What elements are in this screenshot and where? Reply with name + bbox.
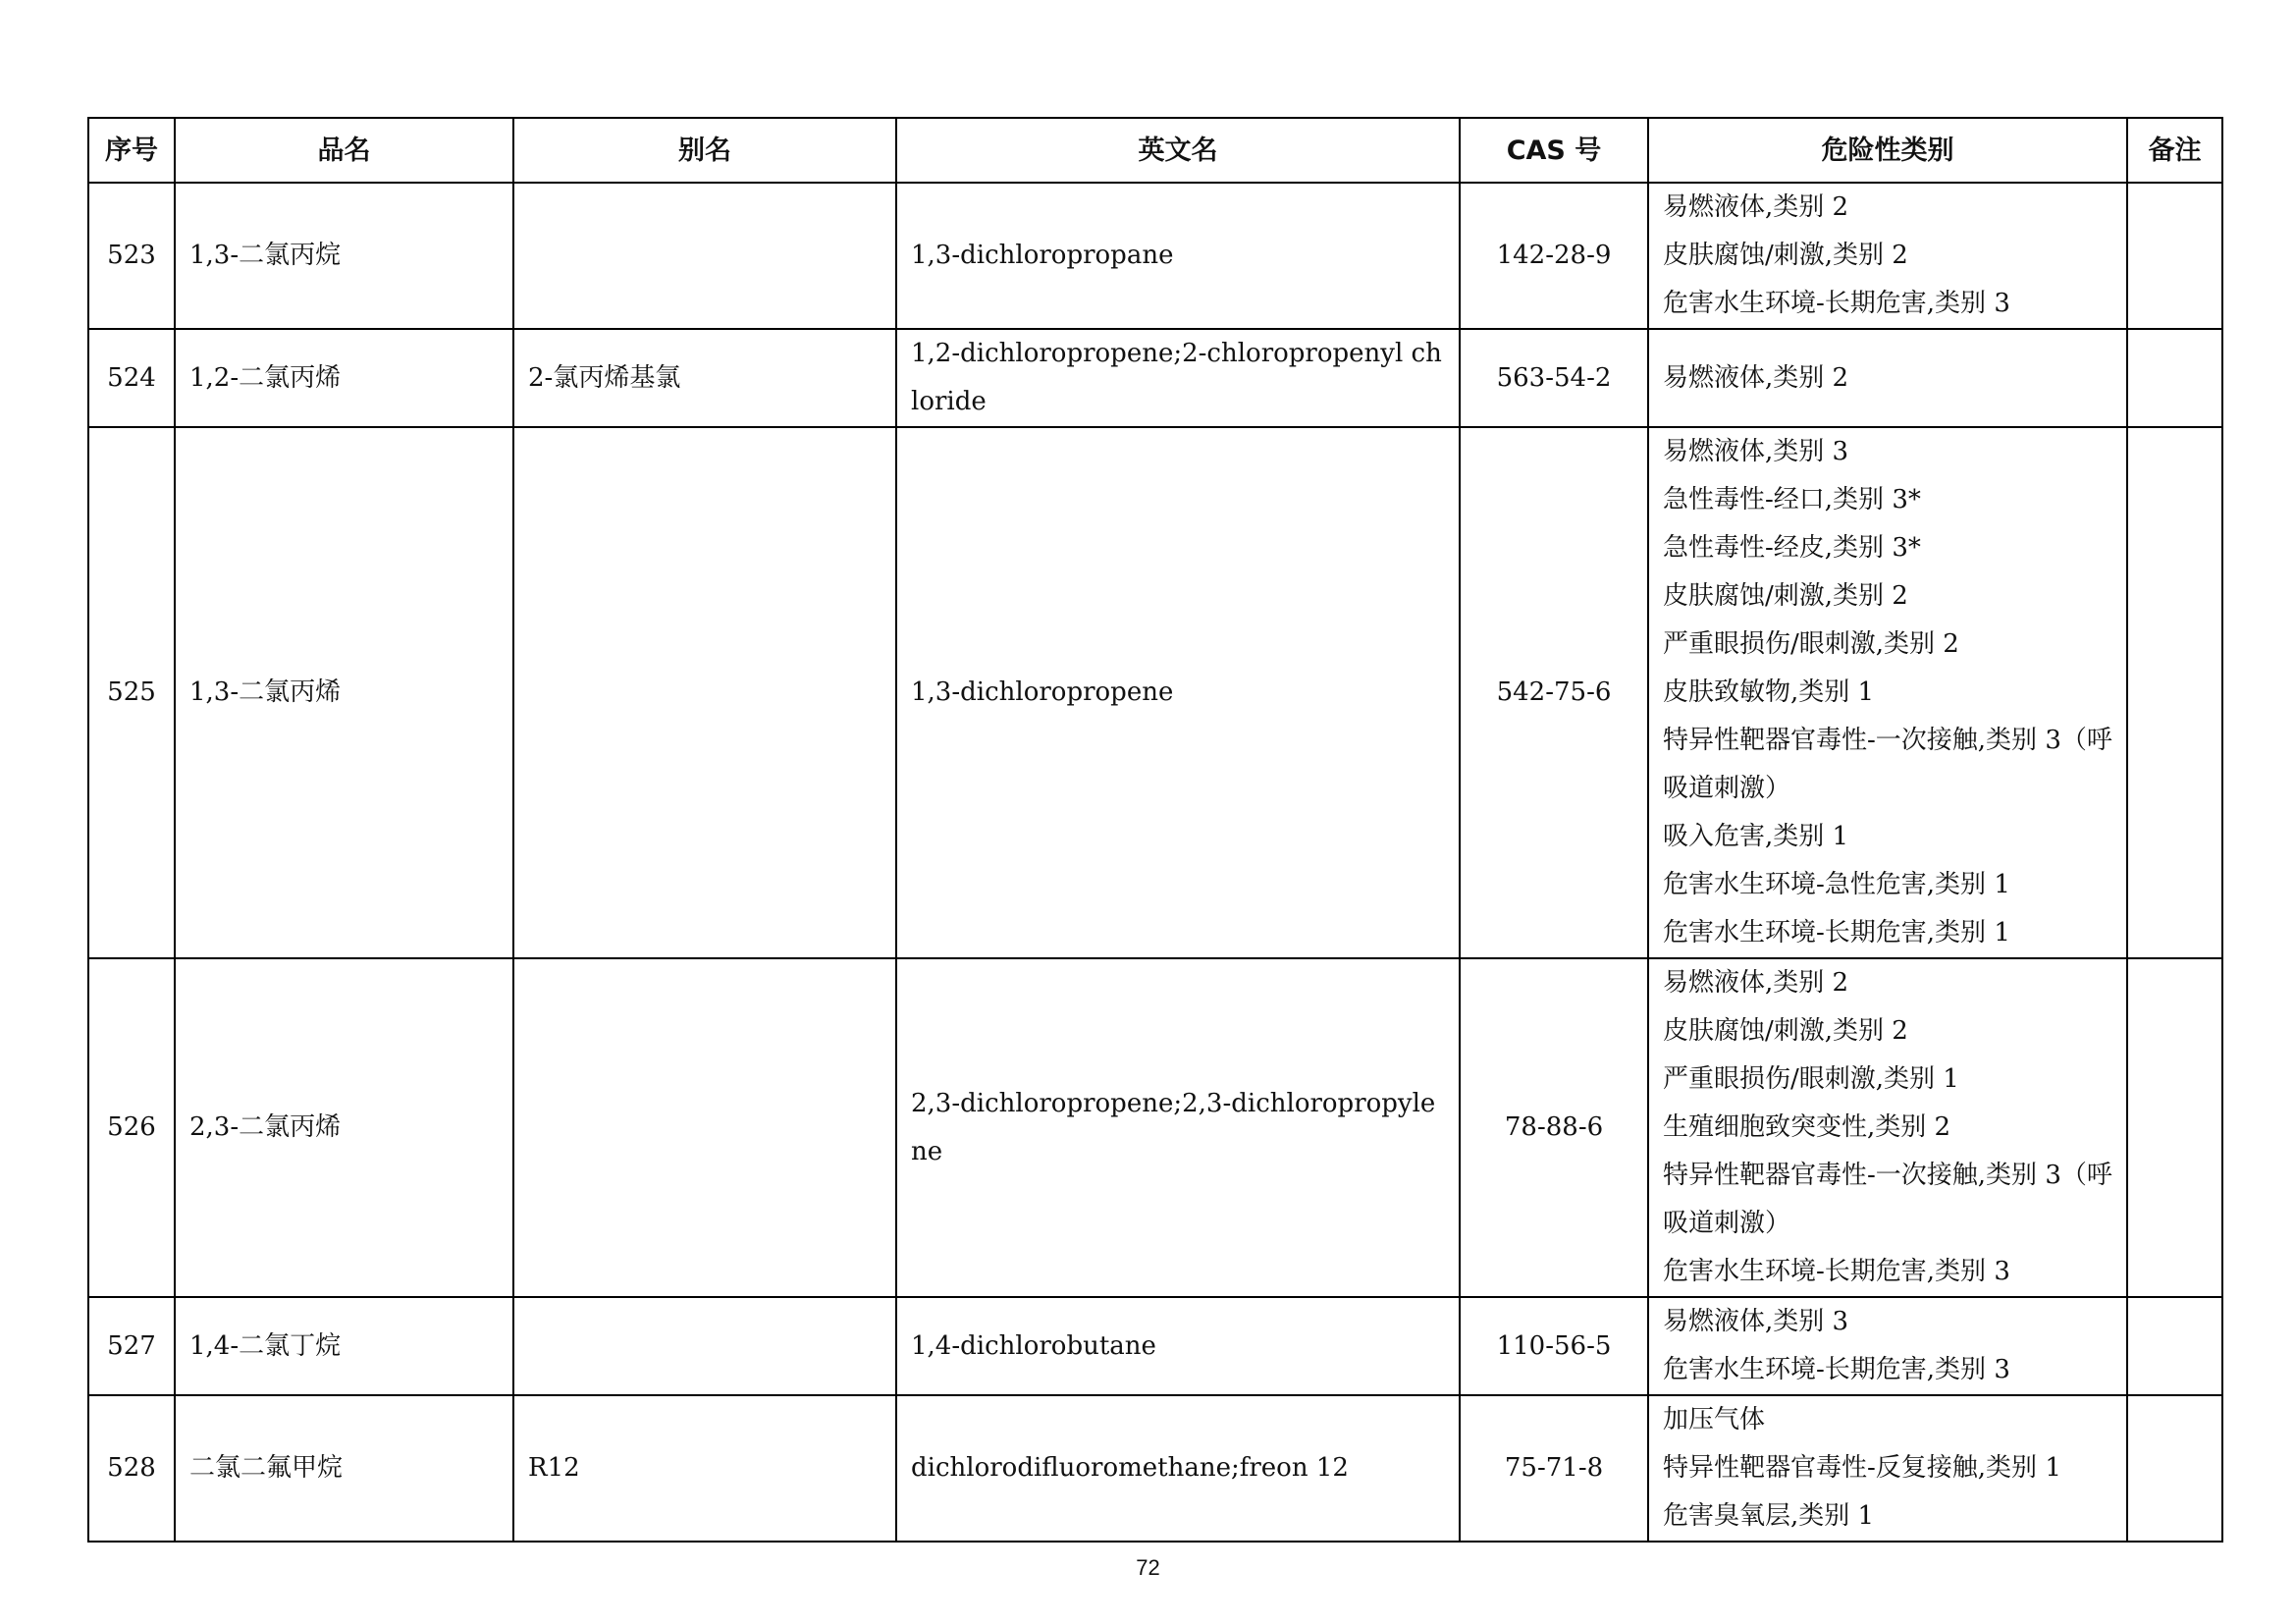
cell-hazards <box>1648 329 2127 427</box>
chemical-table <box>87 117 2223 1543</box>
table-row <box>88 329 2222 427</box>
cell-serial: 527 <box>88 1297 175 1395</box>
hazard-line: 危害水生环境-长期危害,类别 3 <box>1663 1257 2010 1286</box>
cell-serial: 524 <box>88 329 175 427</box>
cell-serial: 525 <box>88 427 175 958</box>
header-row <box>88 118 2222 183</box>
hazard-line: 皮肤腐蚀/刺激,类别 2 <box>1663 241 1908 270</box>
cell-alias: 2-氯丙烯基氯 <box>513 329 896 427</box>
cell-alias <box>513 183 896 329</box>
cell-alias <box>513 427 896 958</box>
cell-cas: 110-56-5 <box>1460 1297 1648 1395</box>
cell-cas: 542-75-6 <box>1460 427 1648 958</box>
hazard-line: 特异性靶器官毒性-一次接触,类别 3（呼吸道刺激） <box>1663 726 2112 803</box>
cell-name: 1,2-二氯丙烯 <box>175 329 513 427</box>
table-row <box>88 1297 2222 1395</box>
cell-remarks <box>2127 183 2222 329</box>
hazard-line: 易燃液体,类别 2 <box>1663 192 1849 222</box>
header-serial: 序号 <box>88 118 175 183</box>
cell-alias <box>513 1297 896 1395</box>
cell-remarks <box>2127 1297 2222 1395</box>
cell-serial: 526 <box>88 958 175 1297</box>
hazard-line: 易燃液体,类别 2 <box>1663 968 1849 998</box>
hazard-line: 吸入危害,类别 1 <box>1663 822 1849 851</box>
cell-name: 1,3-二氯丙烷 <box>175 183 513 329</box>
cell-english-name: dichlorodifluoromethane;freon 12 <box>896 1395 1460 1542</box>
cell-cas: 75-71-8 <box>1460 1395 1648 1542</box>
hazard-line: 生殖细胞致突变性,类别 2 <box>1663 1112 1951 1142</box>
hazard-line: 危害水生环境-长期危害,类别 3 <box>1663 289 2010 318</box>
header-hazard-class: 危险性类别 <box>1648 118 2127 183</box>
cell-remarks <box>2127 1395 2222 1542</box>
hazard-line: 危害水生环境-长期危害,类别 1 <box>1663 918 2010 947</box>
hazard-line: 皮肤致敏物,类别 1 <box>1663 677 1875 707</box>
cell-remarks <box>2127 329 2222 427</box>
hazard-line: 皮肤腐蚀/刺激,类别 2 <box>1663 1016 1908 1046</box>
cell-name: 2,3-二氯丙烯 <box>175 958 513 1297</box>
cell-hazards <box>1648 1297 2127 1395</box>
cell-remarks <box>2127 958 2222 1297</box>
cell-cas: 78-88-6 <box>1460 958 1648 1297</box>
cell-english-name: 1,3-dichloropropane <box>896 183 1460 329</box>
header-name: 品名 <box>175 118 513 183</box>
cell-english-name: 1,2-dichloropropene;2-chloropropenyl chloride <box>896 329 1460 427</box>
cell-cas: 142-28-9 <box>1460 183 1648 329</box>
header-alias: 别名 <box>513 118 896 183</box>
header-remarks: 备注 <box>2127 118 2222 183</box>
cell-english-name: 1,3-dichloropropene <box>896 427 1460 958</box>
hazard-line: 危害臭氧层,类别 1 <box>1663 1501 1875 1531</box>
cell-english-name: 1,4-dichlorobutane <box>896 1297 1460 1395</box>
header-english-name: 英文名 <box>896 118 1460 183</box>
hazard-line: 急性毒性-经口,类别 3* <box>1663 485 1921 514</box>
hazard-line: 严重眼损伤/眼刺激,类别 1 <box>1663 1064 1959 1094</box>
cell-alias: R12 <box>513 1395 896 1542</box>
header-cas: CAS 号 <box>1460 118 1648 183</box>
cell-alias <box>513 958 896 1297</box>
hazard-line: 危害水生环境-急性危害,类别 1 <box>1663 870 2010 899</box>
cell-serial: 523 <box>88 183 175 329</box>
cell-hazards <box>1648 958 2127 1297</box>
hazard-line: 危害水生环境-长期危害,类别 3 <box>1663 1355 2010 1384</box>
cell-serial: 528 <box>88 1395 175 1542</box>
cell-remarks <box>2127 427 2222 958</box>
hazard-line: 严重眼损伤/眼刺激,类别 2 <box>1663 629 1959 659</box>
cell-hazards <box>1648 1395 2127 1542</box>
hazard-line: 皮肤腐蚀/刺激,类别 2 <box>1663 581 1908 611</box>
cell-hazards <box>1648 427 2127 958</box>
cell-name: 二氯二氟甲烷 <box>175 1395 513 1542</box>
cell-cas: 563-54-2 <box>1460 329 1648 427</box>
table-row <box>88 1395 2222 1542</box>
cell-name: 1,3-二氯丙烯 <box>175 427 513 958</box>
hazard-line: 易燃液体,类别 3 <box>1663 437 1849 466</box>
cell-english-name: 2,3-dichloropropene;2,3-dichloropropylene <box>896 958 1460 1297</box>
table-row <box>88 183 2222 329</box>
table-row <box>88 427 2222 958</box>
page-number: 72 <box>1136 1555 1160 1580</box>
hazard-line: 易燃液体,类别 2 <box>1663 362 1849 393</box>
hazard-line: 易燃液体,类别 3 <box>1663 1307 1849 1336</box>
hazard-line: 特异性靶器官毒性-反复接触,类别 1 <box>1663 1453 2061 1483</box>
table-row <box>88 958 2222 1297</box>
cell-name: 1,4-二氯丁烷 <box>175 1297 513 1395</box>
cell-hazards <box>1648 183 2127 329</box>
hazard-line: 特异性靶器官毒性-一次接触,类别 3（呼吸道刺激） <box>1663 1161 2112 1238</box>
hazard-line: 急性毒性-经皮,类别 3* <box>1663 533 1921 563</box>
hazard-line: 加压气体 <box>1663 1405 1766 1435</box>
